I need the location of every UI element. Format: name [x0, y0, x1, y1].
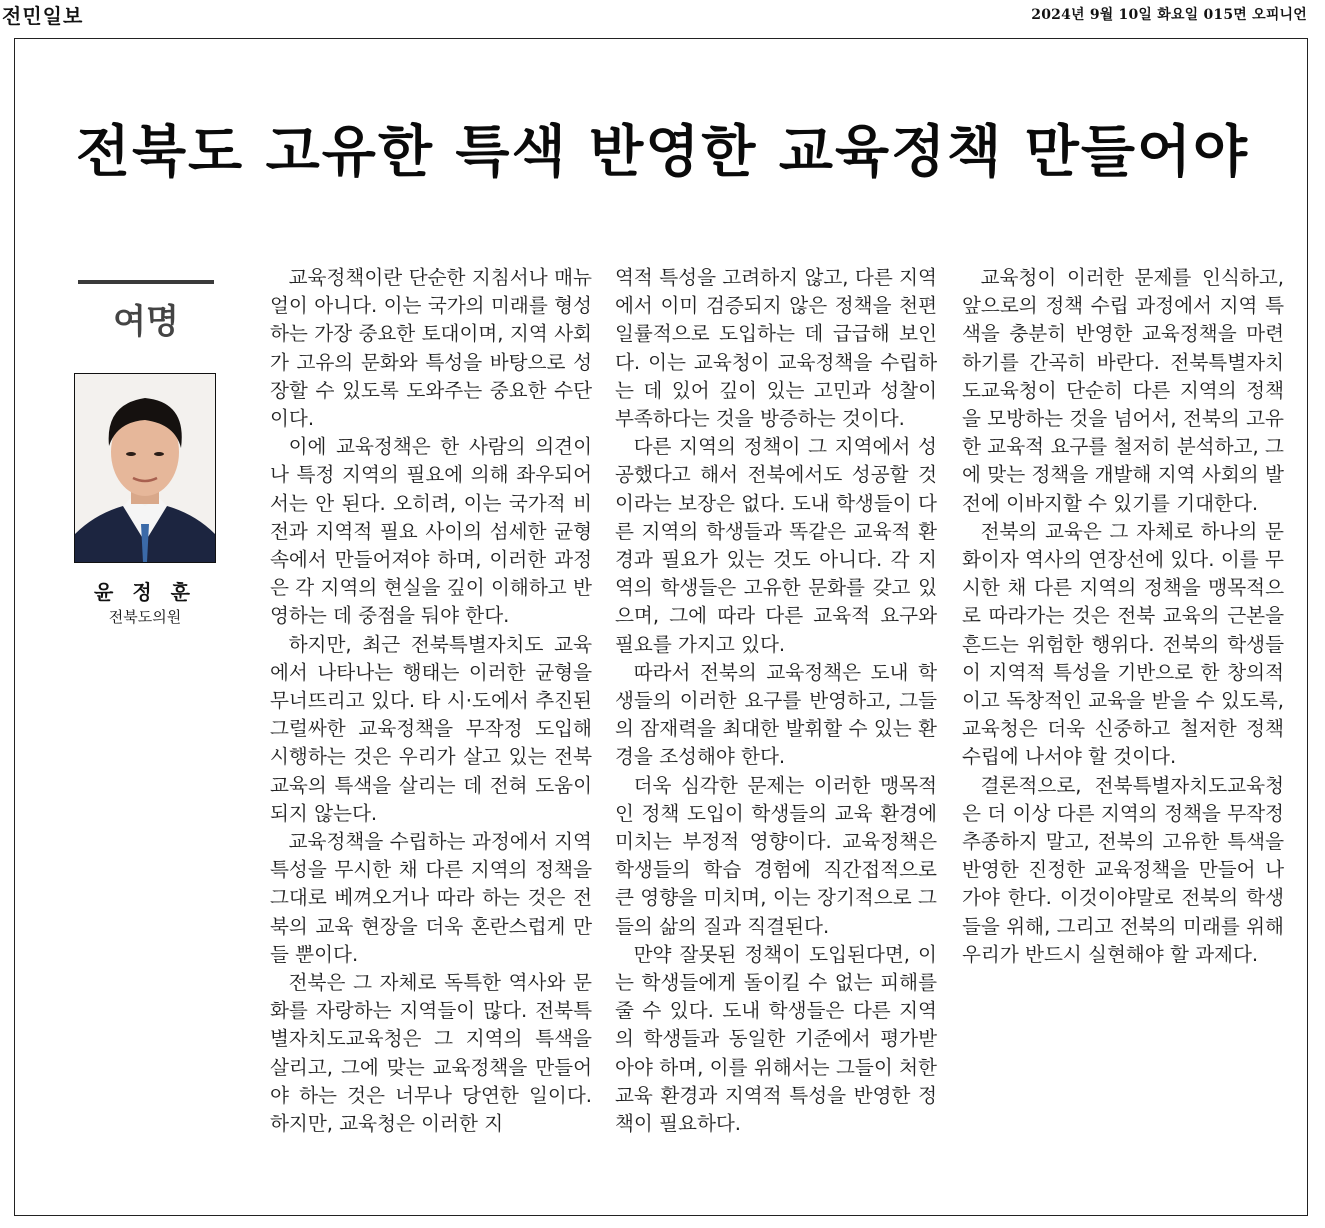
author-title: 전북도의원 [108, 608, 182, 626]
paragraph: 따라서 전북의 교육정책은 도내 학생들의 이러한 요구를 반영하고, 그들의 잠재력을 최대한 발휘할 수 있는 환경을 조성해야 한다. [615, 660, 937, 769]
section-rule [78, 280, 214, 284]
dateline: 2024년 9월 10일 화요일 015면 오피니언 [1031, 7, 1307, 23]
article-column-1 [270, 264, 592, 1138]
article-column-2 [615, 264, 937, 1138]
section-label: 여명 [113, 302, 179, 342]
paragraph: 하지만, 최근 전북특별자치도 교육에서 나타나는 행태는 이러한 균형을 무너뜨리고 있다. 타 시·도에서 추진된 그럴싸한 교육정책을 무작정 도입해 시행하는 것은 우리가 살고 있는 전북 교육의 특색을 살리는 데 전혀 도움이 되지 않는다. [270, 632, 592, 825]
paragraph: 만약 잘못된 정책이 도입된다면, 이는 학생들에게 돌이킬 수 없는 피해를 줄 수 있다. 도내 학생들은 다른 지역의 학생들과 동일한 기준에서 평가받아야 하며, 이를 위해서는 그들이 처한 교육 환경과 지역적 특성을 반영한 정책이 필요하다. [615, 942, 937, 1136]
paragraph: 교육청이 이러한 문제를 인식하고, 앞으로의 정책 수립 과정에서 지역 특색을 충분히 반영한 교육정책을 마련하기를 간곡히 바란다. 전북특별자치도교육청이 단순히 다른 지역의 정책을 모방하는 것을 넘어서, 전북의 고유한 교육적 요구를 철저히 분석하고, 그에 맞는 정책을 개발해 지역 사회의 발전에 이바지할 수 있기를 기대한다. [962, 266, 1284, 515]
paragraph: 더욱 심각한 문제는 이러한 맹목적인 정책 도입이 학생들의 교육 환경에 미치는 부정적 영향이다. 교육정책은 학생들의 학습 경험에 직간접적으로 큰 영향을 미치며, 이는 장기적으로 그들의 삶의 질과 직결된다. [615, 773, 937, 938]
paragraph: 전북은 그 자체로 독특한 역사와 문화를 자랑하는 지역들이 많다. 전북특별자치도교육청은 그 지역의 특색을 살리고, 그에 맞는 교육정책을 만들어야 하는 것은 너무나 당연한 일이다. 하지만, 교육청은 이러한 지 [270, 971, 592, 1136]
author-name: 윤 정 훈 [94, 580, 196, 604]
paragraph: 전북의 교육은 그 자체로 하나의 문화이자 역사의 연장선에 있다. 이를 무시한 채 다른 지역의 정책을 맹목적으로 따라가는 것은 전북 교육의 근본을 흔드는 위험한 행위다. 전북의 학생들이 지역적 특성을 기반으로 한 창의적이고 독창적인 교육을 받을 수 있도록, 교육청은 더욱 신중하고 철저한 정책 수립에 나서야 할 것이다. [962, 519, 1284, 769]
author-portrait-icon [75, 374, 215, 562]
article-column-3 [962, 264, 1284, 969]
newspaper-name: 전민일보 [2, 4, 84, 28]
paragraph: 교육정책을 수립하는 과정에서 지역 특성을 무시한 채 다른 지역의 정책을 그대로 베껴오거나 따라 하는 것은 전북의 교육 현장을 더욱 혼란스럽게 만들 뿐이다. [270, 830, 592, 966]
paragraph: 결론적으로, 전북특별자치도교육청은 더 이상 다른 지역의 정책을 무작정 추종하지 말고, 전북의 고유한 특색을 반영한 진정한 교육정책을 만들어 나가야 한다. 이것이야말로 전북의 학생들을 위해, 그리고 전북의 미래를 위해 우리가 반드시 실현해야 할 과제다. [962, 773, 1284, 966]
paragraph: 다른 지역의 정책이 그 지역에서 성공했다고 해서 전북에서도 성공할 것이라는 보장은 없다. 도내 학생들이 다른 지역의 학생들과 똑같은 교육적 환경과 필요가 있는 것도 아니다. 각 지역의 학생들은 고유한 문화를 갖고 있으며, 그에 따라 다른 교육적 요구와 필요를 가지고 있다. [615, 435, 937, 656]
headline: 전북도 고유한 특색 반영한 교육정책 만들어야 [75, 120, 1250, 185]
paragraph: 이에 교육정책은 한 사람의 의견이나 특정 지역의 필요에 의해 좌우되어서는 안 된다. 오히려, 이는 국가적 비전과 지역적 필요 사이의 섬세한 균형 속에서 만들어져야 하며, 이러한 과정은 각 지역의 현실을 깊이 이해하고 반영하는 데 중점을 둬야 한다. [270, 435, 592, 628]
paragraph-continued: 역적 특성을 고려하지 않고, 다른 지역에서 이미 검증되지 않은 정책을 천편일률적으로 도입하는 데 급급해 보인다. 이는 교육청이 교육정책을 수립하는 데 있어 깊이 있는 고민과 성찰이 부족하다는 것을 방증하는 것이다. [615, 266, 937, 431]
author-photo [74, 373, 216, 563]
paragraph: 교육정책이란 단순한 지침서나 매뉴얼이 아니다. 이는 국가의 미래를 형성하는 가장 중요한 토대이며, 지역 사회가 고유의 문화와 특성을 바탕으로 성장할 수 있도록 도와주는 중요한 수단이다. [270, 266, 592, 431]
